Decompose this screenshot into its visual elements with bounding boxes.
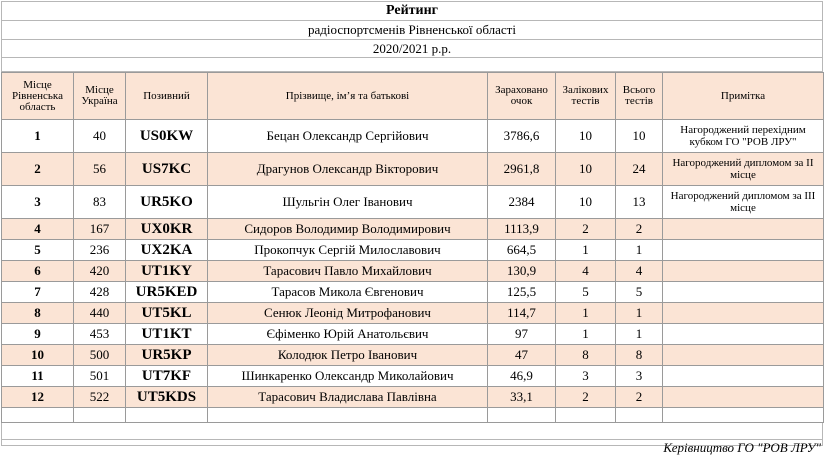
name-cell: Тарасович Павло Михайлович [208, 261, 488, 282]
region-place-cell: 1 [2, 120, 74, 153]
callsign-cell: UR5KP [126, 345, 208, 366]
total-tests-cell: 3 [616, 366, 663, 387]
points-cell: 2961,8 [488, 153, 556, 186]
column-header-ukraine-place: Місце Україна [74, 73, 126, 120]
column-header-total-tests: Всього тестів [616, 73, 663, 120]
region-place-cell: 2 [2, 153, 74, 186]
table-row [2, 387, 824, 408]
column-header-points: Зараховано очок [488, 73, 556, 120]
total-tests-cell: 2 [616, 219, 663, 240]
note-cell [663, 303, 824, 324]
note-cell [663, 261, 824, 282]
table-row [2, 120, 824, 153]
table-header-row [2, 73, 824, 120]
ukraine-place-cell: 500 [74, 345, 126, 366]
credit-tests-cell: 1 [556, 303, 616, 324]
credit-tests-cell: 2 [556, 219, 616, 240]
region-place-cell: 8 [2, 303, 74, 324]
name-cell: Шульгін Олег Іванович [208, 186, 488, 219]
ukraine-place-cell: 236 [74, 240, 126, 261]
region-place-cell: 7 [2, 282, 74, 303]
note-cell [663, 219, 824, 240]
callsign-cell: UT5KDS [126, 387, 208, 408]
ukraine-place-cell: 40 [74, 120, 126, 153]
name-cell: Сидоров Володимир Володимирович [208, 219, 488, 240]
ukraine-place-cell: 56 [74, 153, 126, 186]
ukraine-place-cell: 167 [74, 219, 126, 240]
region-place-cell: 5 [2, 240, 74, 261]
credit-tests-cell: 1 [556, 240, 616, 261]
table-row [2, 186, 824, 219]
name-cell: Шинкаренко Олександр Миколайович [208, 366, 488, 387]
note-cell: Нагороджений дипломом за III місце [663, 186, 824, 219]
callsign-cell: US0KW [126, 120, 208, 153]
region-place-cell: 11 [2, 366, 74, 387]
ukraine-place-cell: 453 [74, 324, 126, 345]
points-cell: 2384 [488, 186, 556, 219]
note-cell [663, 345, 824, 366]
document-title: Рейтинг [2, 2, 822, 21]
document-header [1, 1, 823, 72]
points-cell: 114,7 [488, 303, 556, 324]
column-header-note: Примітка [663, 73, 824, 120]
credit-tests-cell: 3 [556, 366, 616, 387]
note-cell [663, 282, 824, 303]
points-cell: 33,1 [488, 387, 556, 408]
table-row [2, 219, 824, 240]
credit-tests-cell: 10 [556, 186, 616, 219]
ukraine-place-cell: 420 [74, 261, 126, 282]
callsign-cell: UX2KA [126, 240, 208, 261]
total-tests-cell: 13 [616, 186, 663, 219]
ukraine-place-cell: 428 [74, 282, 126, 303]
credit-tests-cell: 2 [556, 387, 616, 408]
credit-tests-cell: 5 [556, 282, 616, 303]
points-cell: 3786,6 [488, 120, 556, 153]
ukraine-place-cell: 501 [74, 366, 126, 387]
callsign-cell: UR5KED [126, 282, 208, 303]
callsign-cell: UR5KO [126, 186, 208, 219]
region-place-cell: 4 [2, 219, 74, 240]
total-tests-cell: 5 [616, 282, 663, 303]
total-tests-cell: 4 [616, 261, 663, 282]
column-header-credit-tests: Залікових тестів [556, 73, 616, 120]
total-tests-cell: 2 [616, 387, 663, 408]
table-row-empty [2, 408, 824, 423]
ukraine-place-cell: 440 [74, 303, 126, 324]
callsign-cell: UT5KL [126, 303, 208, 324]
total-tests-cell: 24 [616, 153, 663, 186]
note-cell [663, 366, 824, 387]
note-cell: Нагороджений дипломом за II місце [663, 153, 824, 186]
season-label: 2020/2021 р.р. [2, 40, 822, 58]
total-tests-cell: 10 [616, 120, 663, 153]
note-cell [663, 324, 824, 345]
region-place-cell: 9 [2, 324, 74, 345]
signature-text: Керівництво ГО "РОВ ЛРУ" [663, 440, 821, 455]
credit-tests-cell: 10 [556, 153, 616, 186]
points-cell: 46,9 [488, 366, 556, 387]
table-body [2, 120, 824, 423]
callsign-cell: UT7KF [126, 366, 208, 387]
credit-tests-cell: 10 [556, 120, 616, 153]
total-tests-cell: 1 [616, 303, 663, 324]
name-cell: Драгунов Олександр Вікторович [208, 153, 488, 186]
callsign-cell: UT1KT [126, 324, 208, 345]
name-cell: Колодюк Петро Іванович [208, 345, 488, 366]
note-cell [663, 387, 824, 408]
credit-tests-cell: 8 [556, 345, 616, 366]
column-header-region-place: Місце Рівненська область [2, 73, 74, 120]
total-tests-cell: 1 [616, 324, 663, 345]
footer-spacer-row [2, 423, 822, 440]
name-cell: Тарасов Микола Євгенович [208, 282, 488, 303]
table-row [2, 240, 824, 261]
total-tests-cell: 1 [616, 240, 663, 261]
ukraine-place-cell: 83 [74, 186, 126, 219]
table-row [2, 345, 824, 366]
rating-table [1, 72, 824, 423]
table-row [2, 282, 824, 303]
points-cell: 47 [488, 345, 556, 366]
points-cell: 130,9 [488, 261, 556, 282]
note-cell: Нагороджений перехідним кубком ГО "РОВ ЛРУ" [663, 120, 824, 153]
name-cell: Єфіменко Юрій Анатольєвич [208, 324, 488, 345]
callsign-cell: UT1KY [126, 261, 208, 282]
points-cell: 125,5 [488, 282, 556, 303]
region-place-cell: 10 [2, 345, 74, 366]
credit-tests-cell: 4 [556, 261, 616, 282]
note-cell [663, 240, 824, 261]
table-row [2, 303, 824, 324]
region-place-cell: 3 [2, 186, 74, 219]
name-cell: Тарасович Владислава Павлівна [208, 387, 488, 408]
name-cell: Бецан Олександр Сергійович [208, 120, 488, 153]
spacer-row [2, 58, 822, 72]
callsign-cell: UX0KR [126, 219, 208, 240]
callsign-cell: US7KC [126, 153, 208, 186]
region-place-cell: 12 [2, 387, 74, 408]
column-header-name: Прізвище, ім’я та батькові [208, 73, 488, 120]
name-cell: Прокопчук Сергій Милославович [208, 240, 488, 261]
total-tests-cell: 8 [616, 345, 663, 366]
points-cell: 97 [488, 324, 556, 345]
ukraine-place-cell: 522 [74, 387, 126, 408]
document-subtitle: радіоспортсменів Рівненської області [2, 21, 822, 40]
table-row [2, 153, 824, 186]
name-cell: Сенюк Леонід Митрофанович [208, 303, 488, 324]
credit-tests-cell: 1 [556, 324, 616, 345]
table-row [2, 261, 824, 282]
table-row [2, 366, 824, 387]
table-row [2, 324, 824, 345]
points-cell: 1113,9 [488, 219, 556, 240]
points-cell: 664,5 [488, 240, 556, 261]
rating-document [1, 1, 823, 446]
column-header-callsign: Позивний [126, 73, 208, 120]
region-place-cell: 6 [2, 261, 74, 282]
